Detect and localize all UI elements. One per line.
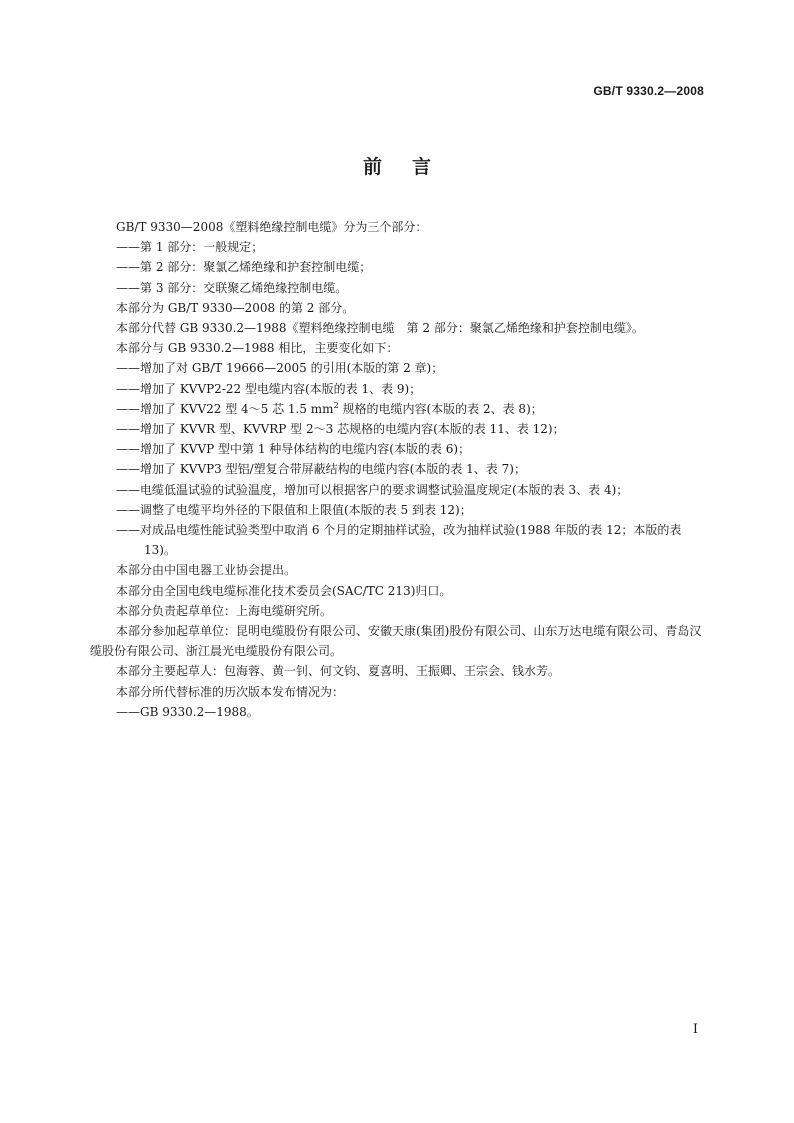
history-item: ——GB 9330.2—1988。 [116,704,259,719]
list-item-part-1: ——第 1 部分：一般规定； [116,240,264,255]
paragraph-proposer: 本部分由中国电器工业协会提出。 [116,563,297,578]
paragraph-intro: GB/T 9330—2008《塑料绝缘控制电缆》分为三个部分： [116,220,428,234]
change-item: ——增加了 KVVP3 型铝/塑复合带屏蔽结构的电缆内容(本版的表 1、表 7)； [116,462,526,477]
page-title: 前言 [362,156,461,178]
paragraph-scope: 本部分为 GB/T 9330—2008 的第 2 部分。 [116,300,355,315]
change-item: ——调整了电缆平均外径的下限值和上限值(本版的表 5 到表 12)； [116,502,472,517]
paragraph-changes-intro: 本部分与 GB 9330.2—1988 相比，主要变化如下： [116,341,399,356]
change-item-text: ——增加了 KVV22 型 4～5 芯 1.5 mm [116,401,334,416]
foreword-body [90,217,708,722]
change-item-text: 规格的电缆内容(本版的表 2、表 8)； [338,401,543,416]
list-item-part-3: ——第 3 部分：交联聚乙烯绝缘控制电缆。 [116,280,348,295]
superscript: 2 [333,400,339,410]
paragraph-history-intro: 本部分所代替标准的历次版本发布情况为： [116,684,345,699]
change-item: ——对成品电缆性能试验类型中取消 6 个月的定期抽样试验，改为抽样试验(1988 年版的表 12；本版的表 13)。 [116,523,682,558]
list-item-part-2: ——第 2 部分：聚氯乙烯绝缘和护套控制电缆； [116,260,372,275]
change-item: ——电缆低温试验的试验温度，增加可以根据客户的要求调整试验温度规定(本版的表 3、表 4)； [116,482,629,497]
paragraph-participating-drafters: 本部分参加起草单位：昆明电缆股份有限公司、安徽天康(集团)股份有限公司、山东万达电缆有限公司、青岛汉缆股份有限公司、浙江晨光电缆股份有限公司。 [90,624,702,659]
change-item: ——增加了 KVVR 型、KVVRP 型 2～3 芯规格的电缆内容(本版的表 11、表 12)； [116,422,565,437]
standard-code: GB/T 9330.2—2008 [593,84,704,98]
paragraph-replaces: 本部分代替 GB 9330.2—1988《塑料绝缘控制电缆 第 2 部分：聚氯乙烯绝缘和护套控制电缆》。 [116,321,644,336]
paragraph-centralized: 本部分由全国电线电缆标准化技术委员会(SAC/TC 213)归口。 [116,583,452,598]
page-number: I [692,1022,698,1037]
change-item: ——增加了 KVVP 型中第 1 种导体结构的电缆内容(本版的表 6)； [116,442,471,457]
paragraph-responsible-drafter: 本部分负责起草单位：上海电缆研究所。 [116,603,333,618]
change-item: ——增加了 KVVP2-22 型电缆内容(本版的表 1、表 9)； [116,381,422,396]
paragraph-main-drafters: 本部分主要起草人：包海蓉、黄一钊、何文钧、夏喜明、王振卿、王宗会、钱水芳。 [116,664,561,679]
change-item: ——增加了对 GB/T 19666—2005 的引用(本版的第 2 章)； [116,361,444,376]
change-item [90,399,708,419]
